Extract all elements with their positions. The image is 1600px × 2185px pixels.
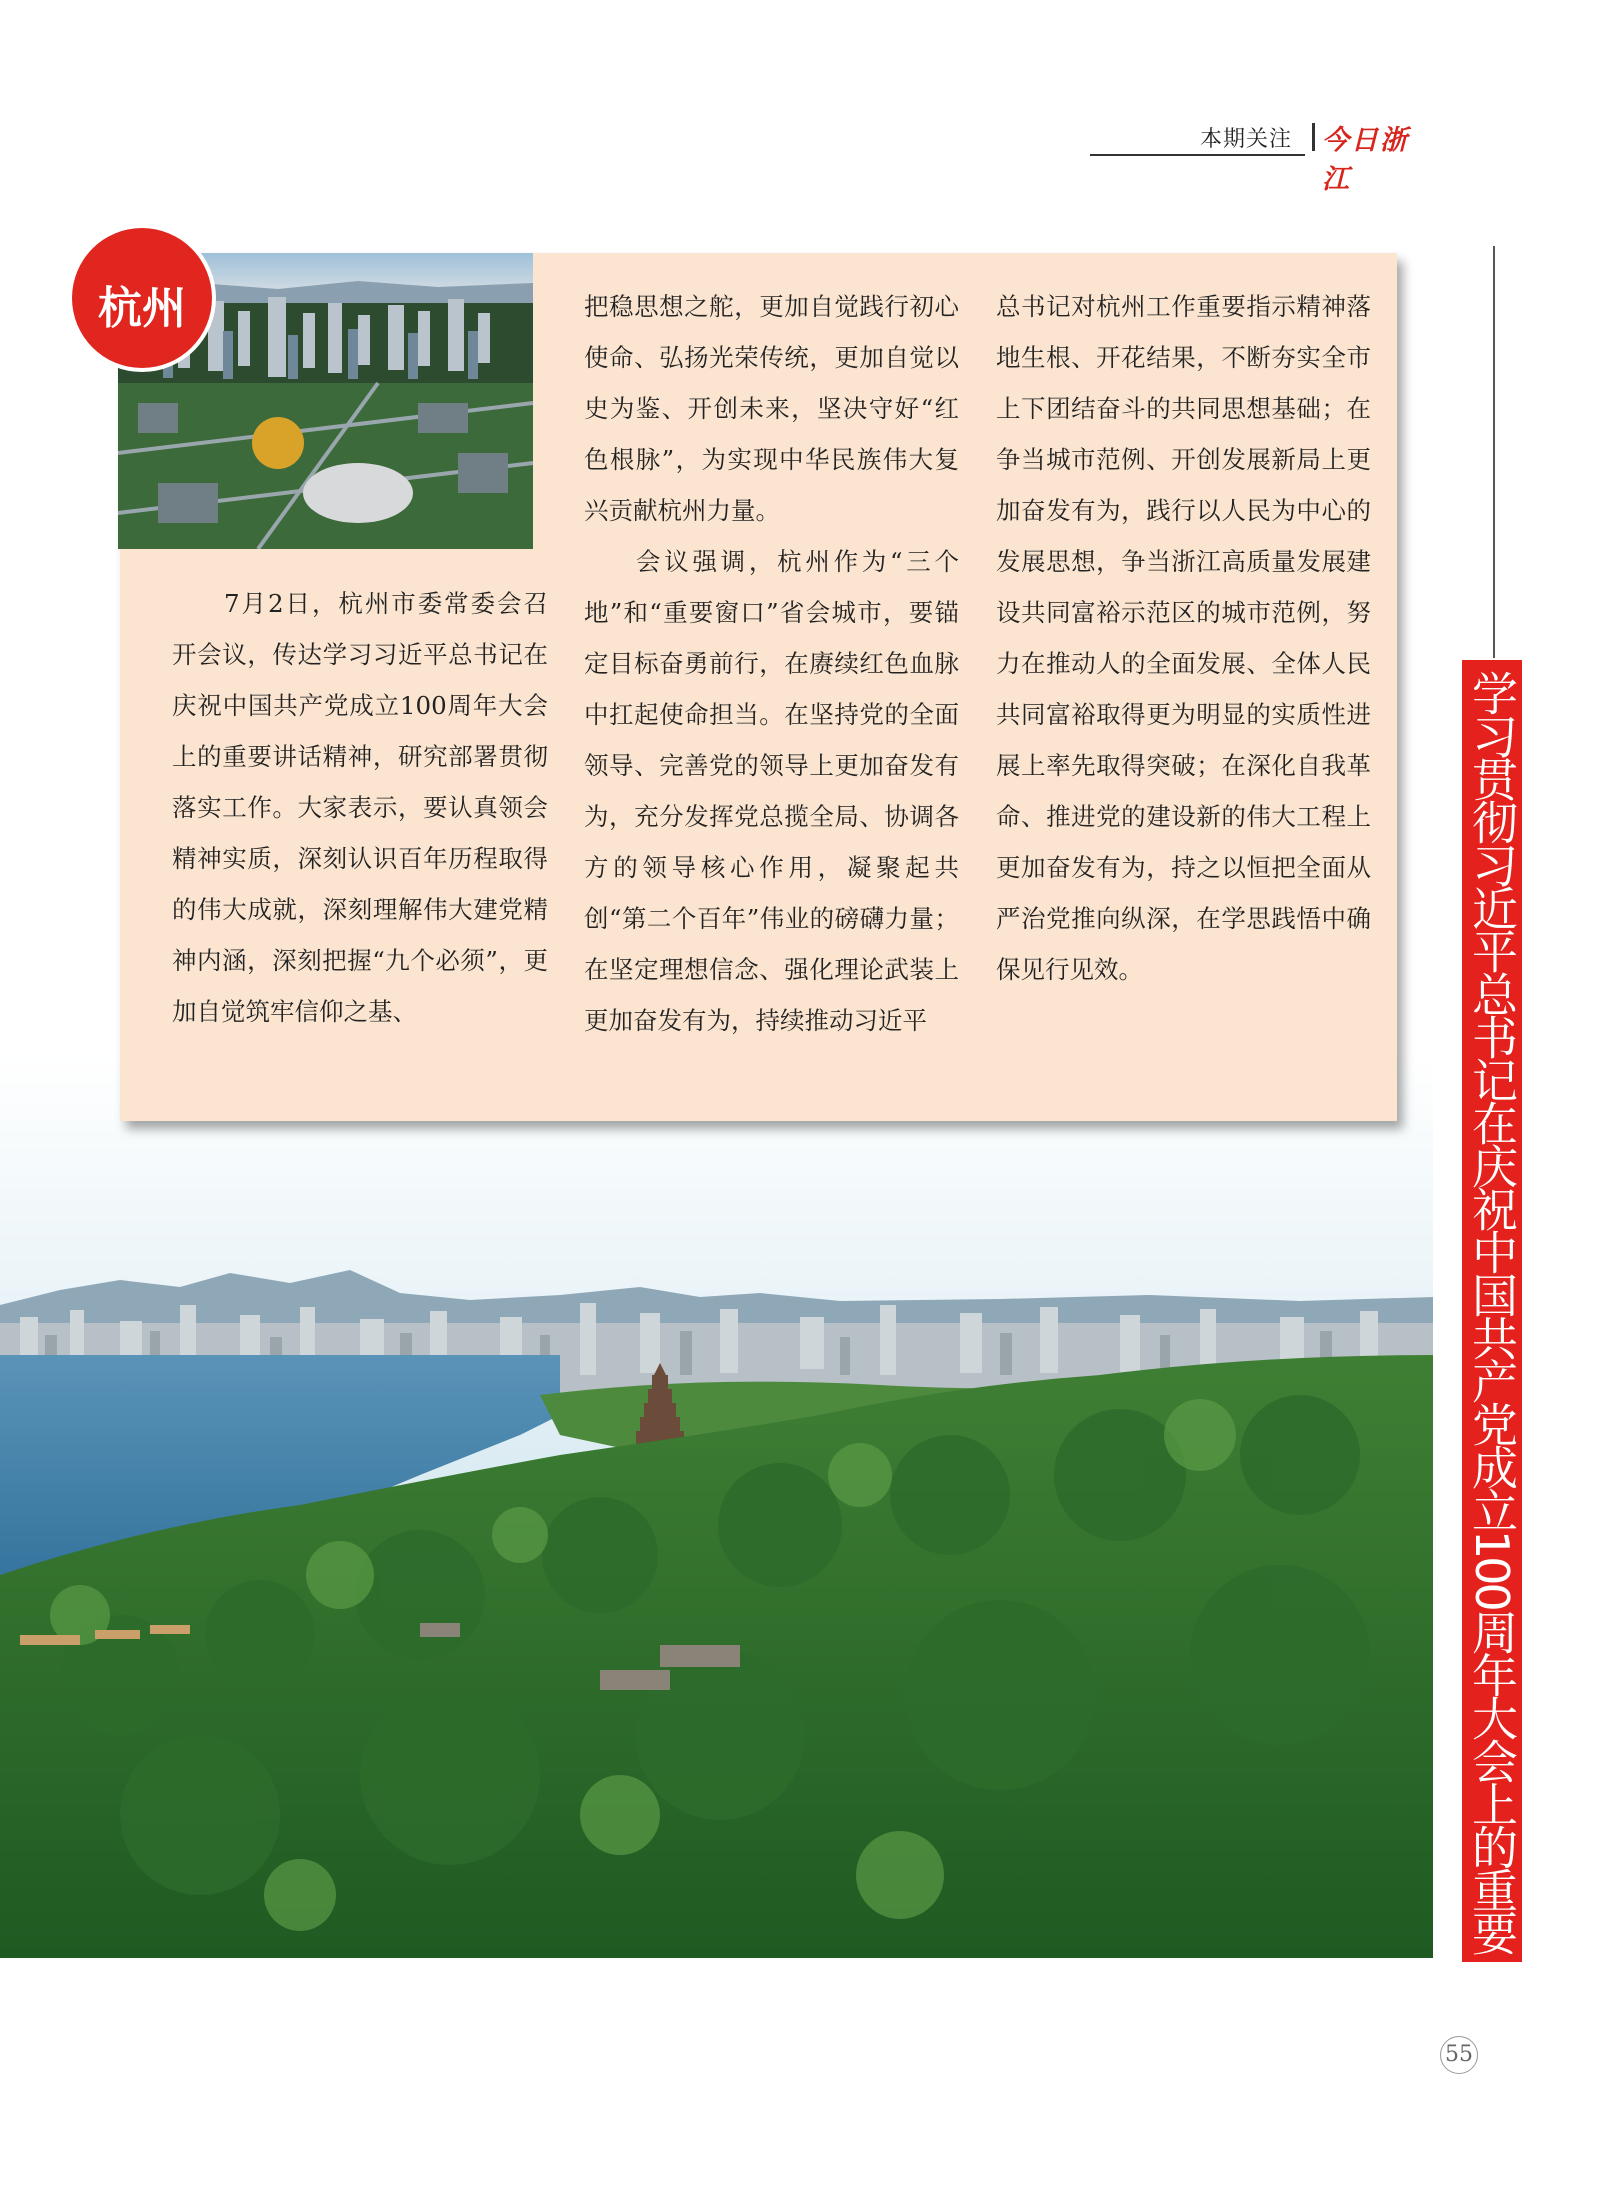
page-number: 55 [1440,2036,1478,2074]
header-rule [1090,154,1305,156]
side-title-text: 学习贯彻习近平总书记在庆祝中国共产党成立100周年大会上的重要 [1465,669,1519,1953]
article-paragraph: 总书记对杭州工作重要指示精神落地生根、开花结果，不断夯实全市上下团结奋斗的共同思想基础；在争当城市范例、开创发展新局上更加奋发有为，践行以人民为中心的发展思想，争当浙江高质量发展建设共同富裕示范区的城市范例，努力在推动人的全面发展、全体人民共同富裕取得更为明显的实质性进展上率先取得突破；在深化自我革命、推进党的建设新的伟大工程上更加奋发有为，持之以恒把全面从严治党推向纵深，在学思践悟中确保见行见效。 [996,292,1371,984]
city-badge [72,228,212,368]
landscape-illustration [0,1055,1433,1958]
header-divider [1312,123,1315,151]
article-paragraph: 7月2日，杭州市委常委会召开会议，传达学习习近平总书记在庆祝中国共产党成立100周年大会上的重要讲话精神，研究部署贯彻落实工作。大家表示，要认真领会精神实质，深刻认识百年历程取得的伟大成就，深刻理解伟大建党精神内涵，深刻把握“九个必须”，更加自觉筑牢信仰之基、 [172,589,548,1026]
side-title-banner [1462,660,1522,1962]
article-column-1 [172,578,548,1037]
article-paragraph: 把稳思想之舵，更加自觉践行初心使命、弘扬光荣传统，更加自觉以史为鉴、开创未来，坚决守好“红色根脉”，为实现中华民族伟大复兴贡献杭州力量。 [584,292,959,525]
right-vertical-rule [1493,246,1495,658]
landscape-photo [0,1055,1433,1958]
header-section-label: 本期关注 [1200,127,1293,152]
article-column-3 [996,281,1371,995]
city-badge-label: 杭州 [98,283,186,334]
header-brand-logo: 今日浙江 [1322,125,1409,195]
article-paragraph: 会议强调，杭州作为“三个地”和“重要窗口”省会城市，要锚定目标奋勇前行，在赓续红色血脉中扛起使命担当。在坚持党的全面领导、完善党的领导上更加奋发有为，充分发挥党总揽全局、协调各方的领导核心作用，凝聚起共创“第二个百年”伟业的磅礴力量；在坚定理想信念、强化理论武装上更加奋发有为，持续推动习近平 [584,547,959,1035]
page-header [1090,120,1435,195]
golden-sphere-building-icon [252,417,304,469]
grand-theatre-icon [303,463,413,523]
article-column-2 [584,281,959,1046]
